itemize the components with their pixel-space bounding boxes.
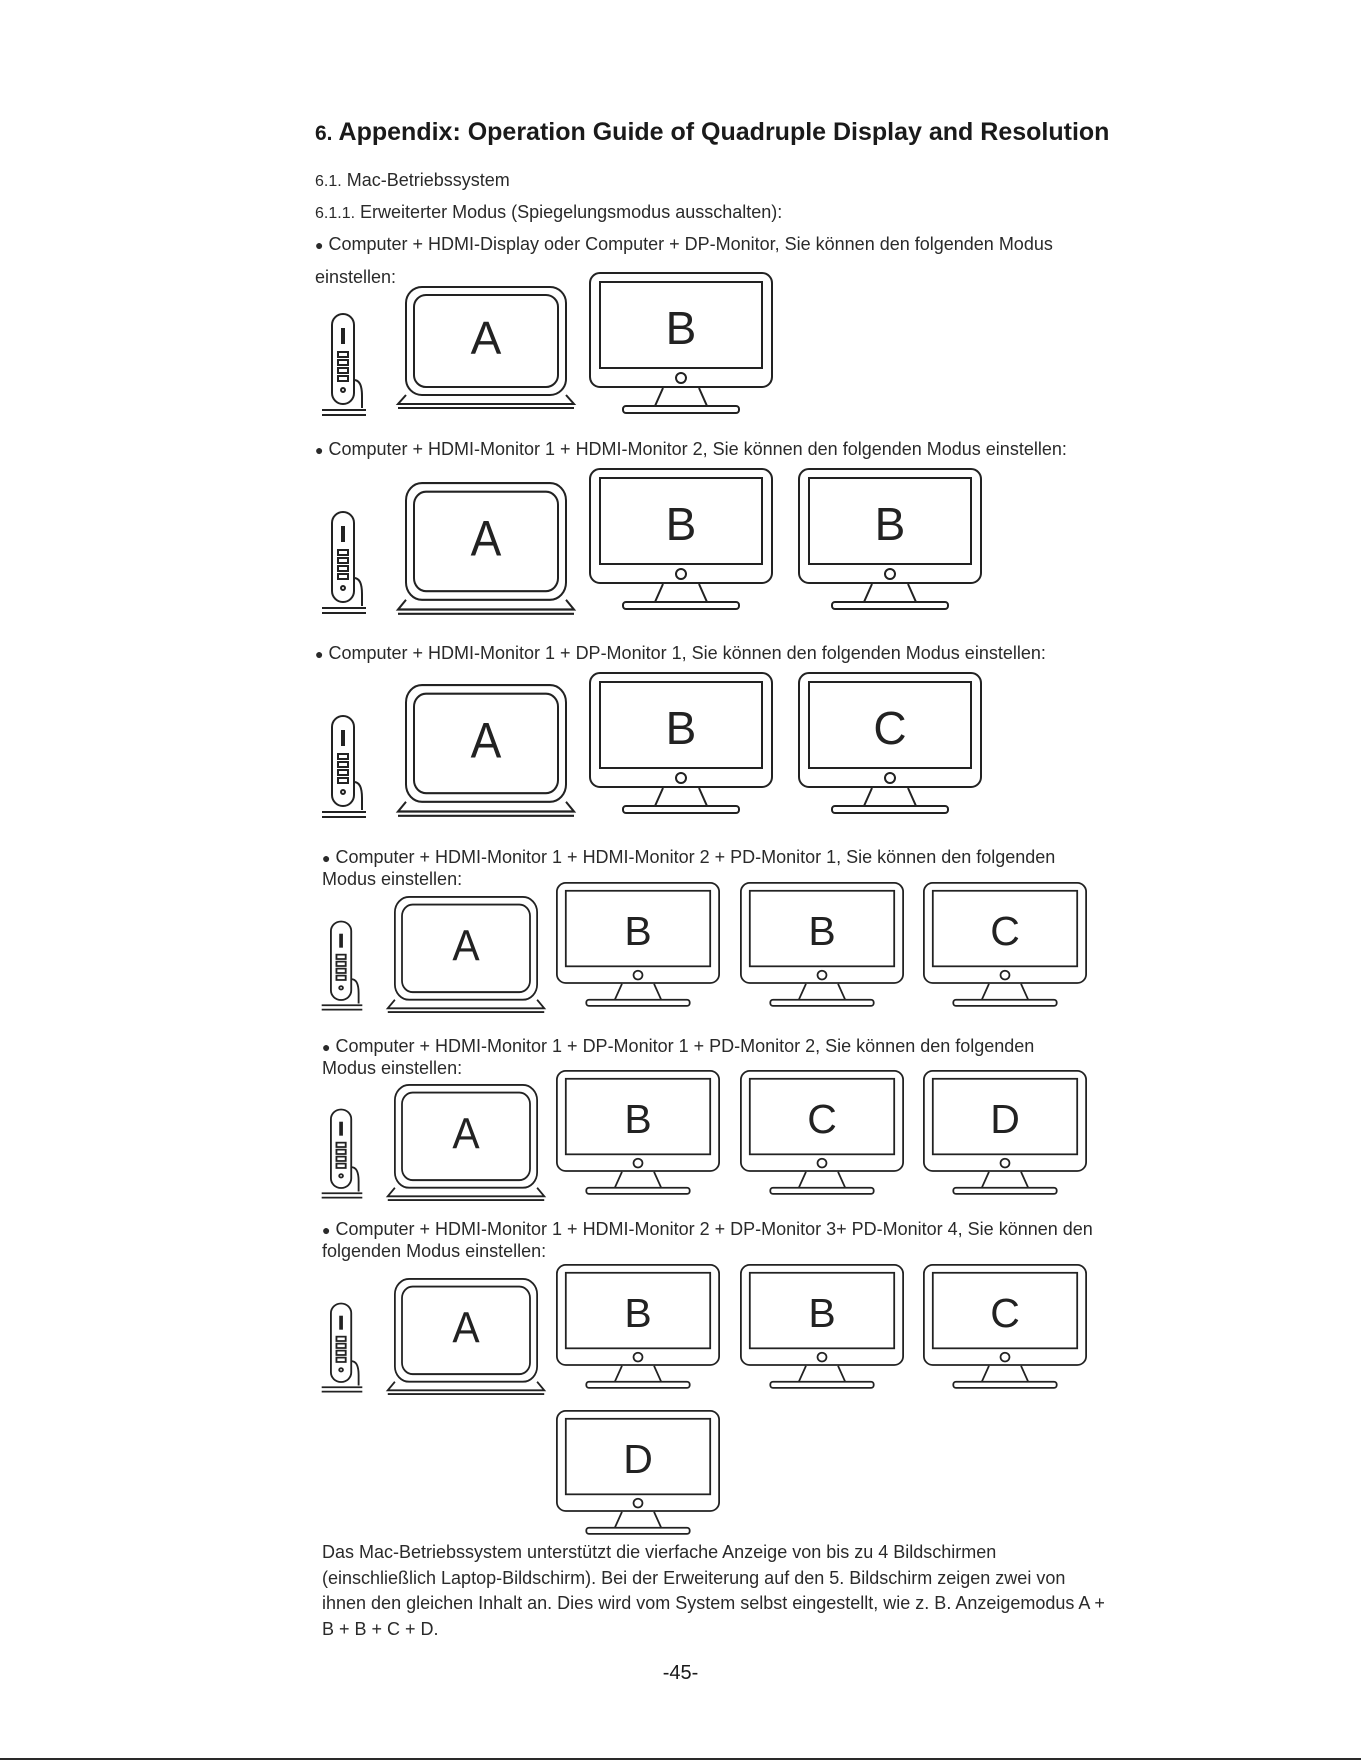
monitor-label: C bbox=[807, 1096, 837, 1143]
monitor-label: B bbox=[665, 702, 697, 754]
bullet-3-text: Computer + HDMI-Monitor 1 + DP-Monitor 1, Sie können den folgenden Modus einstellen: bbox=[328, 643, 1046, 663]
dock-icon bbox=[318, 1300, 366, 1396]
monitor-label: B bbox=[808, 1290, 836, 1337]
laptop-label: A bbox=[452, 921, 480, 971]
section-title: Appendix: Operation Guide of Quadruple Display and Resolution bbox=[338, 118, 1110, 146]
bullet-4-line-2: Modus einstellen: bbox=[322, 869, 463, 889]
bullet-1-line-1 bbox=[315, 233, 1053, 256]
monitor-icon bbox=[589, 672, 773, 820]
section-heading bbox=[315, 118, 1109, 147]
monitor-icon bbox=[556, 1264, 720, 1394]
bullet-4-text: Computer + HDMI-Monitor 1 + HDMI-Monitor 2 + PD-Monitor 1, Sie können den folgenden bbox=[335, 847, 1056, 867]
note-paragraph: Das Mac-Betriebssystem unterstützt die vierfache Anzeige von bis zu 4 Bildschirmen (einschließlich Laptop-Bildschirm). Bei der Erweiterung auf den 5. Bildschirm zeigen zwei von ihnen den gleichen Inhalt an. Dies wird vom System selbst eingestellt, wie z. B. Anzeigemodus A + B + B + C + D. bbox=[322, 1542, 1105, 1639]
dock-icon bbox=[318, 1106, 366, 1202]
monitor-icon bbox=[740, 882, 904, 1012]
monitor-label: B bbox=[665, 498, 697, 550]
monitor-label: B bbox=[874, 498, 906, 550]
subsubsection-title: Erweiterter Modus (Spiegelungsmodus ausschalten): bbox=[360, 202, 783, 222]
monitor-label: C bbox=[990, 1290, 1020, 1337]
bullet-icon: ● bbox=[322, 850, 331, 866]
laptop-icon bbox=[386, 1278, 546, 1396]
monitor-label: C bbox=[873, 702, 907, 754]
monitor-label: D bbox=[623, 1436, 653, 1483]
monitor-icon bbox=[556, 1070, 720, 1200]
laptop-label: A bbox=[470, 511, 502, 567]
laptop-label: A bbox=[452, 1303, 480, 1353]
bullet-5-line-2: Modus einstellen: bbox=[322, 1058, 463, 1078]
monitor-icon bbox=[740, 1264, 904, 1394]
bullet-3 bbox=[315, 642, 1046, 665]
laptop-icon bbox=[386, 1084, 546, 1202]
bullet-icon: ● bbox=[315, 646, 324, 662]
bullet-5-line-1 bbox=[322, 1035, 1034, 1058]
laptop-icon bbox=[386, 896, 546, 1014]
monitor-label: C bbox=[990, 908, 1020, 955]
page-bottom-rule bbox=[0, 1758, 1361, 1760]
laptop-icon bbox=[396, 684, 576, 818]
bullet-icon: ● bbox=[315, 442, 324, 458]
monitor-icon bbox=[923, 882, 1087, 1012]
monitor-label: B bbox=[624, 1290, 652, 1337]
section-number: 6. bbox=[315, 122, 333, 145]
subsection-title: Mac-Betriebssystem bbox=[346, 170, 510, 190]
page-number: -45- bbox=[662, 1662, 699, 1684]
dock-icon bbox=[318, 508, 370, 618]
monitor-icon bbox=[798, 672, 982, 820]
bullet-5-text: Computer + HDMI-Monitor 1 + DP-Monitor 1 + PD-Monitor 2, Sie können den folgenden bbox=[335, 1036, 1035, 1056]
bullet-6-text: Computer + HDMI-Monitor 1 + HDMI-Monitor 2 + DP-Monitor 3+ PD-Monitor 4, Sie können den bbox=[335, 1219, 1093, 1239]
monitor-icon bbox=[923, 1264, 1087, 1394]
bullet-6-line-1 bbox=[322, 1218, 1093, 1241]
bullet-1-line-2: einstellen: bbox=[315, 267, 397, 287]
dock-icon bbox=[318, 712, 370, 822]
bullet-2-text: Computer + HDMI-Monitor 1 + HDMI-Monitor 2, Sie können den folgenden Modus einstellen: bbox=[328, 439, 1067, 459]
bullet-1-text: Computer + HDMI-Display oder Computer + DP-Monitor, Sie können den folgenden Modus bbox=[328, 234, 1053, 254]
monitor-icon bbox=[556, 1410, 720, 1540]
bullet-icon: ● bbox=[322, 1222, 331, 1238]
laptop-label: A bbox=[470, 312, 502, 364]
monitor-icon bbox=[589, 272, 773, 420]
monitor-icon bbox=[740, 1070, 904, 1200]
subsubsection-number: 6.1.1. bbox=[315, 205, 356, 222]
bullet-6-line-2: folgenden Modus einstellen: bbox=[322, 1241, 547, 1261]
monitor-label: D bbox=[990, 1096, 1020, 1143]
laptop-label: A bbox=[470, 713, 502, 769]
monitor-icon bbox=[589, 468, 773, 616]
subsection-heading bbox=[315, 169, 510, 193]
monitor-icon bbox=[923, 1070, 1087, 1200]
monitor-icon bbox=[556, 882, 720, 1012]
laptop-icon bbox=[396, 286, 576, 410]
subsection-number: 6.1. bbox=[315, 173, 342, 190]
monitor-label: B bbox=[624, 1096, 652, 1143]
monitor-label: B bbox=[665, 302, 697, 354]
bullet-2 bbox=[315, 438, 1067, 461]
laptop-icon bbox=[396, 482, 576, 616]
laptop-label: A bbox=[452, 1109, 480, 1159]
bullet-icon: ● bbox=[315, 237, 324, 253]
monitor-icon bbox=[798, 468, 982, 616]
monitor-label: B bbox=[808, 908, 836, 955]
dock-icon bbox=[318, 918, 366, 1014]
bullet-icon: ● bbox=[322, 1039, 331, 1055]
monitor-label: B bbox=[624, 908, 652, 955]
dock-icon bbox=[318, 310, 370, 420]
bullet-4-line-1 bbox=[322, 846, 1055, 869]
subsubsection-heading bbox=[315, 201, 782, 225]
